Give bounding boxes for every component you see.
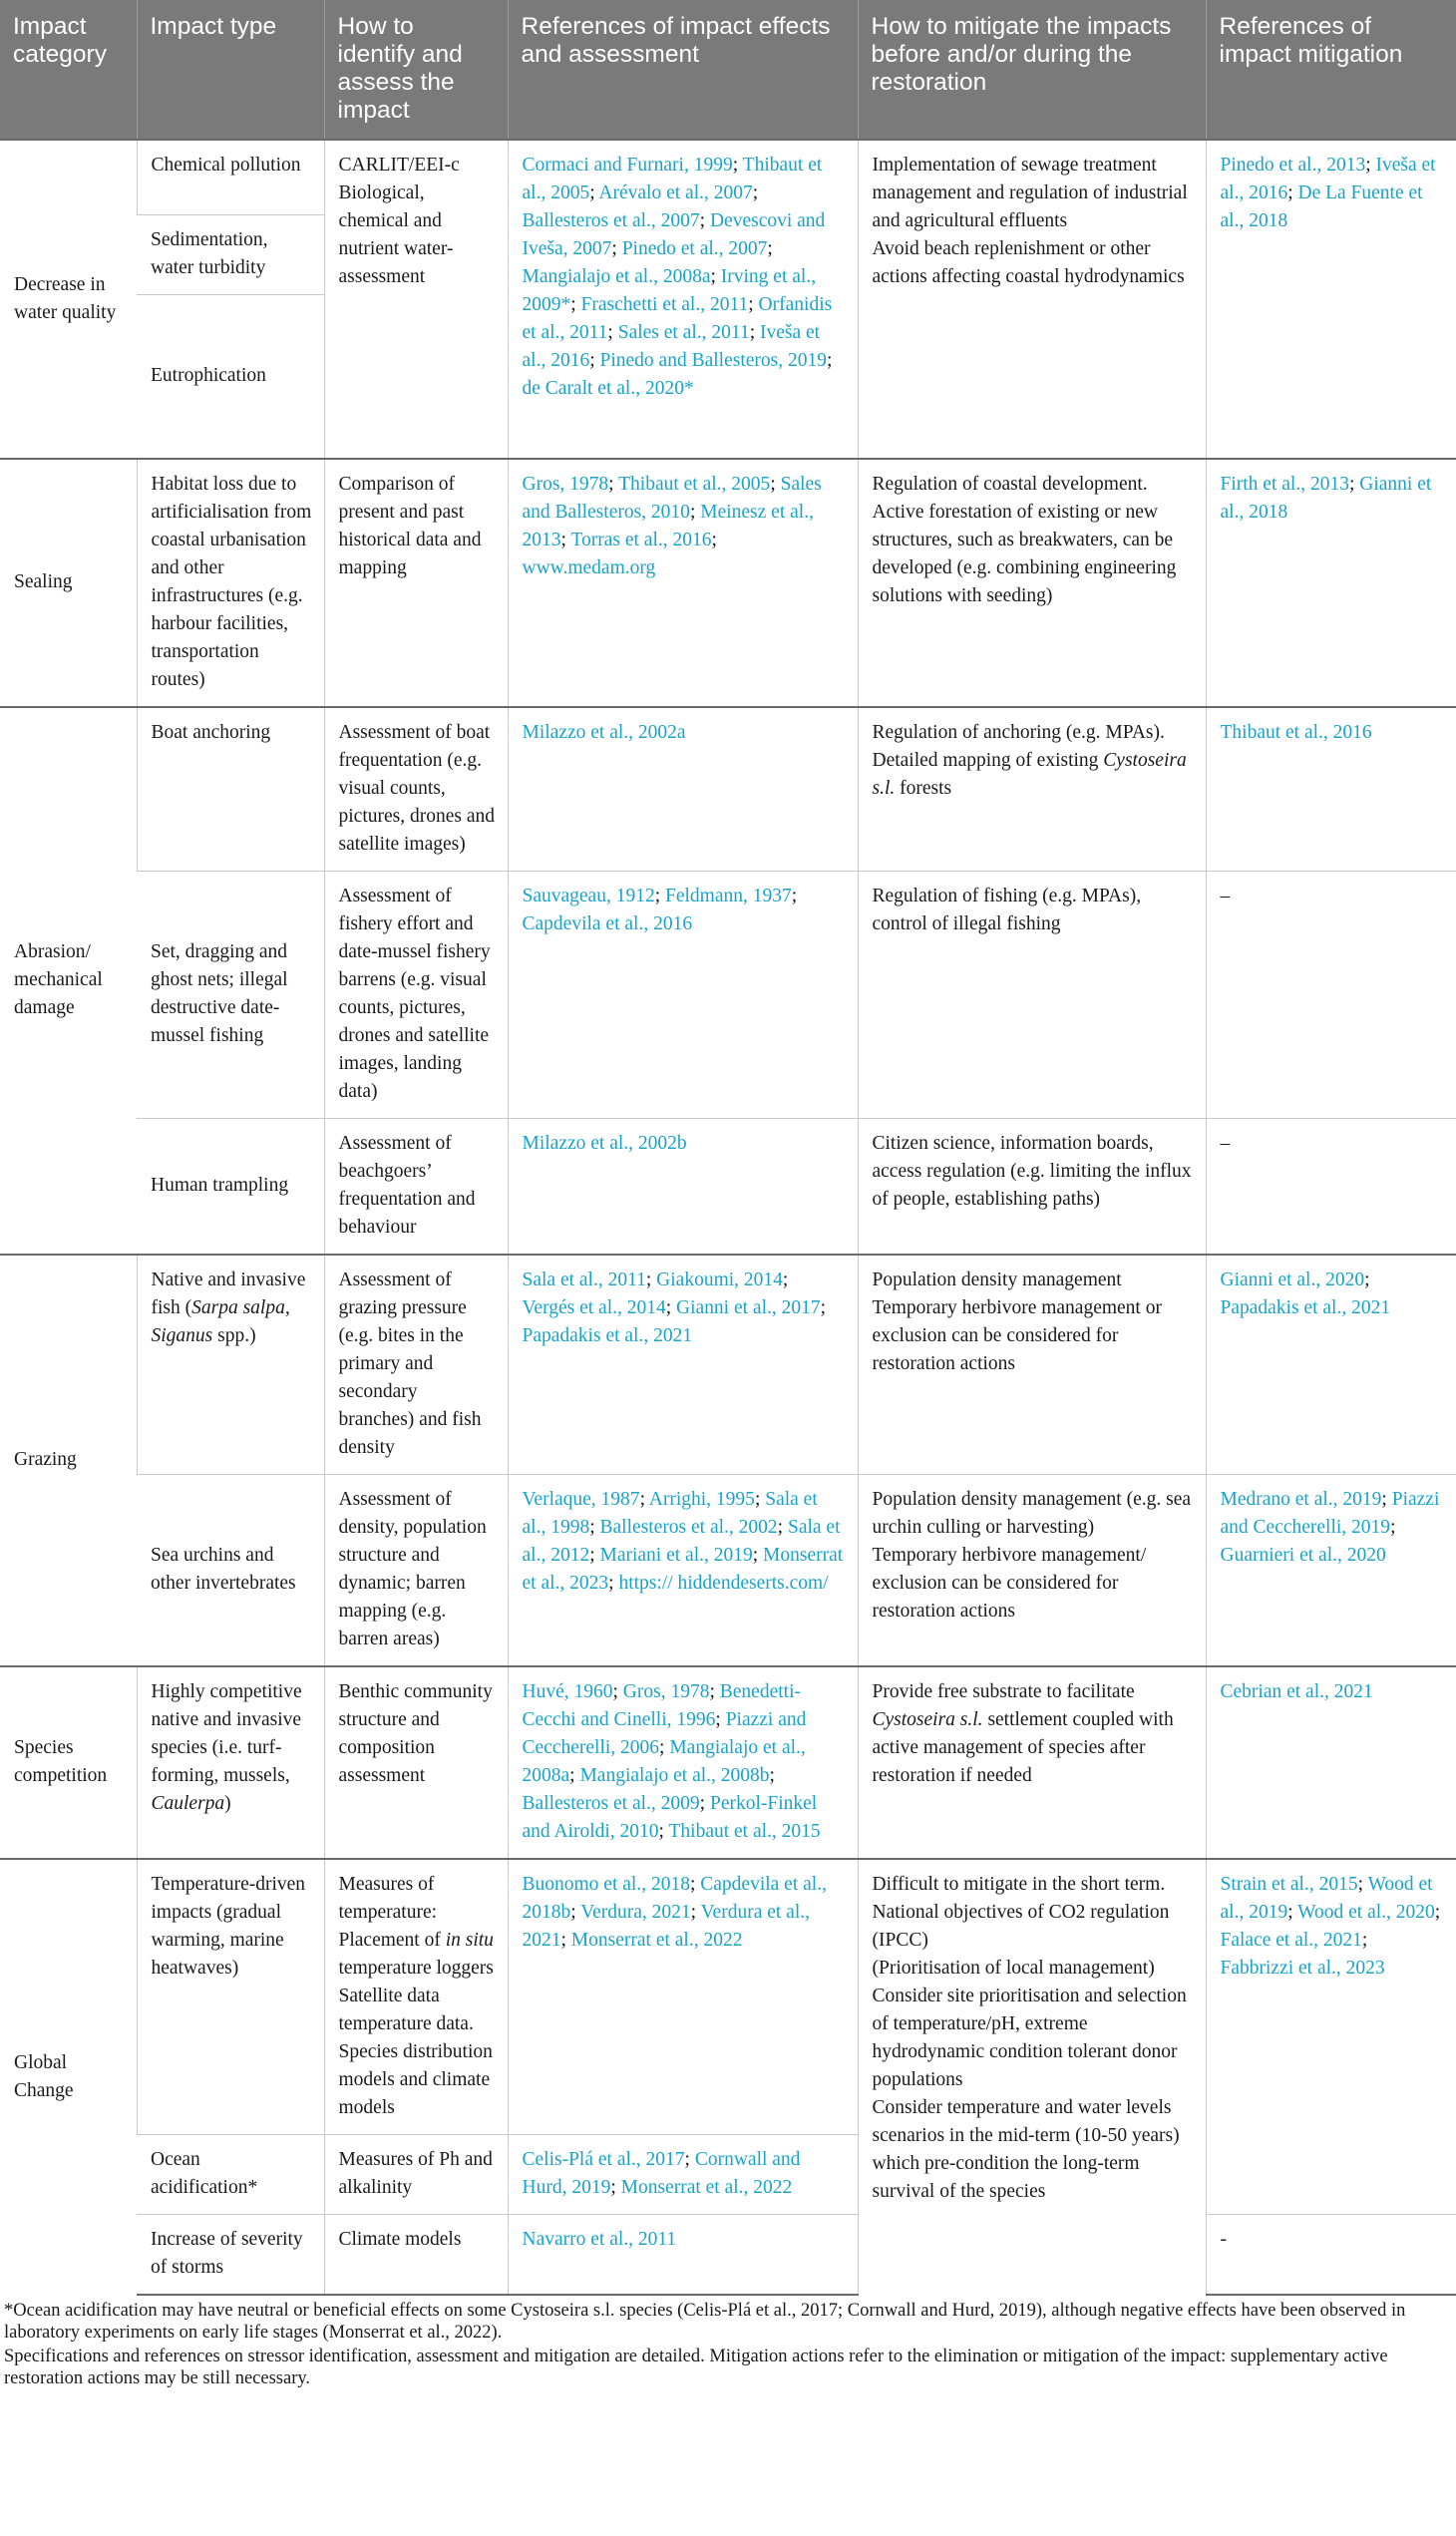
reference-link[interactable]: Papadakis et al., 2021 xyxy=(1220,1297,1391,1318)
reference-list xyxy=(523,1133,687,1154)
reference-link[interactable]: Sales and Ballesteros, 2010 xyxy=(522,474,822,523)
reference-link[interactable]: Sala et al., 2011 xyxy=(522,1269,646,1290)
assess-cell: Assessment of fishery effort and date-mussel fishery barrens (e.g. visual counts, pictures, drones and satellite images, landing data) xyxy=(324,872,508,1119)
impact-type-cell: Set, dragging and ghost nets; illegal destructive date-mussel fishing xyxy=(137,872,324,1119)
reference-list: Huvé, 1960; Gros, 1978; Benedetti-Cecchi and Cinelli, 1996; Piazzi and Ceccherelli, 2006; Mangialajo et al., 2008a; Mangialajo et al., 2008b; Ballesteros et al., 2009; Perkol-Finkel and Airoldi, 2010; Thibaut et al., 2015 xyxy=(522,1681,821,1842)
mitigation-text: Avoid beach replenishment or other actions affecting coastal hydrodynamics xyxy=(872,238,1185,287)
reference-link[interactable]: https:// hiddendeserts.com/ xyxy=(618,1573,829,1594)
reference-link[interactable]: Cebrian et al., 2021 xyxy=(1220,1681,1373,1702)
impact-type-cell: Habitat loss due to artificialisation from coastal urbanisation and other infrastructures (e.g. harbour facilities, transportation routes) xyxy=(137,459,324,707)
reference-link[interactable]: Arrighi, 1995 xyxy=(648,1489,755,1510)
mitigation-cell xyxy=(858,1255,1206,1475)
refs-cell xyxy=(508,459,858,707)
mitigation-text: Consider site prioritisation and selection of temperature/pH, extreme hydrodynamic condition tolerant donor populations xyxy=(872,1986,1187,2090)
assess-cell: Benthic community structure and composition assessment xyxy=(324,1666,508,1859)
reference-link[interactable]: Piazzi and Ceccherelli, 2006 xyxy=(522,1709,807,1758)
mitigation-cell xyxy=(858,140,1206,459)
reference-link[interactable]: Pinedo and Ballesteros, 2019 xyxy=(599,350,827,371)
reference-link[interactable]: Sales et al., 2011 xyxy=(617,322,750,343)
mitigation-cell: Regulation of fishing (e.g. MPAs), control of illegal fishing xyxy=(858,872,1206,1119)
impact-type-cell: Ocean acidification* xyxy=(137,2135,324,2215)
reference-link[interactable]: Falace et al., 2021 xyxy=(1220,1930,1362,1951)
assess-cell: Measures of Ph and alkalinity xyxy=(324,2135,508,2215)
mitigation-cell: Provide free substrate to facilitate Cystoseira s.l. settlement coupled with active management of species after restoration if needed xyxy=(858,1666,1206,1859)
reference-link[interactable]: Ballesteros et al., 2009 xyxy=(522,1793,700,1814)
table-row xyxy=(0,707,1456,872)
reference-list xyxy=(1221,722,1372,743)
reference-link[interactable]: Guarnieri et al., 2020 xyxy=(1220,1545,1386,1566)
mitigation-text: Population density management (e.g. sea urchin culling or harvesting) xyxy=(872,1489,1192,1538)
mitigation-cell xyxy=(858,707,1206,872)
impact-type-cell: Eutrophication xyxy=(137,295,324,460)
reference-list xyxy=(523,722,686,743)
reference-list xyxy=(523,2229,677,2250)
refs-cell xyxy=(508,1475,858,1667)
header-how-to-identify: How to identify and assess the impact xyxy=(324,0,508,140)
reference-list: Firth et al., 2013; Gianni et al., 2018 xyxy=(1220,474,1432,523)
reference-list: Gianni et al., 2020; Papadakis et al., 2021 xyxy=(1220,1269,1391,1318)
table-row xyxy=(0,140,1456,215)
reference-link[interactable]: Benedetti-Cecchi and Cinelli, 1996 xyxy=(522,1681,801,1730)
table-row xyxy=(0,1666,1456,1859)
assess-cell: CARLIT/EEI-c Biological, chemical and nutrient water-assessment xyxy=(324,140,508,459)
mitigation-refs-cell xyxy=(1206,140,1456,459)
category-cell: Grazing xyxy=(0,1255,137,1666)
assess-cell: Assessment of density, population structure and dynamic; barren mapping (e.g. barren areas) xyxy=(324,1475,508,1667)
table-row xyxy=(0,1255,1456,1475)
mitigation-text: Active forestation of existing or new structures, such as breakwaters, can be developed (e.g. combining engineering solutions with seeding) xyxy=(872,502,1177,606)
reference-link[interactable]: Fraschetti et al., 2011 xyxy=(580,294,749,315)
reference-link[interactable]: Orfanidis et al., 2011 xyxy=(522,294,833,343)
reference-link[interactable]: Sauvageau, 1912 xyxy=(522,886,655,906)
reference-link[interactable]: Irving et al., 2009* xyxy=(522,266,817,315)
reference-link[interactable]: Vergés et al., 2014 xyxy=(522,1297,666,1318)
impact-type-cell: Human trampling xyxy=(137,1119,324,1256)
reference-list: Sauvageau, 1912; Feldmann, 1937; Capdevila et al., 2016 xyxy=(522,886,798,934)
reference-link[interactable]: Fabbrizzi et al., 2023 xyxy=(1220,1958,1385,1979)
header-references-mitigation: References of impact mitigation xyxy=(1206,0,1456,140)
reference-link[interactable]: Sala et al., 2012 xyxy=(522,1517,841,1566)
reference-link[interactable]: Ballesteros et al., 2007 xyxy=(522,210,700,231)
reference-link[interactable]: Monserrat et al., 2022 xyxy=(620,2177,793,2198)
refs-cell xyxy=(508,1119,858,1256)
reference-link[interactable]: Mangialajo et al., 2008a xyxy=(522,266,711,287)
mitigation-refs-cell xyxy=(1206,459,1456,707)
reference-link[interactable]: Verdura, 2021 xyxy=(580,1902,691,1923)
reference-link[interactable]: Wood et al., 2020 xyxy=(1297,1902,1435,1923)
reference-list: Buonomo et al., 2018; Capdevila et al., 2018b; Verdura, 2021; Verdura et al., 2021; Monserrat et al., 2022 xyxy=(522,1874,827,1951)
mitigation-text: Population density management xyxy=(872,1269,1122,1290)
impact-type-cell: Chemical pollution xyxy=(137,140,324,215)
reference-link[interactable]: Piazzi and Ceccherelli, 2019 xyxy=(1220,1489,1440,1538)
mitigation-cell: Citizen science, information boards, access regulation (e.g. limiting the influx of people, establishing paths) xyxy=(858,1119,1206,1256)
assess-cell: Assessment of beachgoers’ frequentation and behaviour xyxy=(324,1119,508,1256)
reference-link[interactable]: Perkol-Finkel and Airoldi, 2010 xyxy=(522,1793,818,1842)
impact-type-cell: Native and invasive fish (Sarpa salpa, Siganus spp.) xyxy=(137,1255,324,1475)
reference-link[interactable]: Buonomo et al., 2018 xyxy=(522,1874,690,1895)
reference-link[interactable]: Cormaci and Furnari, 1999 xyxy=(522,155,733,176)
reference-link[interactable]: Devescovi and Iveša, 2007 xyxy=(522,210,826,259)
reference-link[interactable]: De La Fuente et al., 2018 xyxy=(1220,182,1423,231)
category-cell: Global Change xyxy=(0,1859,137,2295)
reference-link[interactable]: Milazzo et al., 2002b xyxy=(522,1133,687,1154)
reference-link[interactable]: Capdevila et al., 2018b xyxy=(522,1874,827,1923)
refs-cell xyxy=(508,2135,858,2215)
mitigation-text: Temporary herbivore management/ exclusion can be considered for restoration actions xyxy=(872,1545,1147,1622)
category-cell: Decrease in water quality xyxy=(0,140,137,459)
reference-link[interactable]: Thibaut et al., 2016 xyxy=(1220,722,1372,743)
table-row xyxy=(0,872,1456,1119)
mitigation-refs-cell xyxy=(1206,1475,1456,1667)
reference-list: Verlaque, 1987; Arrighi, 1995; Sala et al., 1998; Ballesteros et al., 2002; Sala et al., 2012; Mariani et al., 2019; Monserrat et al., 2023; https:// hiddendeserts.com/ xyxy=(522,1489,844,1594)
refs-cell xyxy=(508,1666,858,1859)
reference-list: Sala et al., 2011; Giakoumi, 2014; Vergés et al., 2014; Gianni et al., 2017; Papadakis et al., 2021 xyxy=(522,1269,827,1346)
impact-type-cell: Sea urchins and other invertebrates xyxy=(137,1475,324,1667)
assess-cell: Measures of temperature: Placement of in situ temperature loggers Satellite data temperature data. Species distribution models and climate models xyxy=(324,1859,508,2135)
reference-link[interactable]: Medrano et al., 2019 xyxy=(1220,1489,1382,1510)
reference-link[interactable]: Mangialajo et al., 2008a xyxy=(522,1737,806,1786)
reference-link[interactable]: Huvé, 1960 xyxy=(522,1681,613,1702)
refs-cell xyxy=(508,2215,858,2296)
refs-cell xyxy=(508,140,858,459)
reference-link[interactable]: Gros, 1978 xyxy=(522,474,609,495)
mitigation-refs-cell: - xyxy=(1206,2215,1456,2296)
reference-link[interactable]: Verdura et al., 2021 xyxy=(522,1902,810,1951)
category-cell: Abrasion/ mechanical damage xyxy=(0,707,137,1255)
mitigation-refs-cell xyxy=(1206,1859,1456,2215)
reference-link[interactable]: Celis-Plá et al., 2017 xyxy=(522,2149,685,2170)
mitigation-cell xyxy=(858,459,1206,707)
table-row xyxy=(0,1475,1456,1667)
reference-link[interactable]: Sala et al., 1998 xyxy=(522,1489,818,1538)
table-footnotes xyxy=(0,2300,1456,2391)
reference-link[interactable]: Monserrat et al., 2022 xyxy=(570,1930,743,1951)
header-references-effects: References of impact effects and assessment xyxy=(508,0,858,140)
reference-list: Gros, 1978; Thibaut et al., 2005; Sales and Ballesteros, 2010; Meinesz et al., 2013; Torras et al., 2016; www.medam.org xyxy=(522,474,822,578)
impact-type-cell: Increase of severity of storms xyxy=(137,2215,324,2296)
reference-list: Celis-Plá et al., 2017; Cornwall and Hurd, 2019; Monserrat et al., 2022 xyxy=(522,2149,801,2198)
reference-list: Medrano et al., 2019; Piazzi and Ceccherelli, 2019; Guarnieri et al., 2020 xyxy=(1220,1489,1440,1566)
category-cell: Sealing xyxy=(0,459,137,707)
reference-link[interactable]: Thibaut et al., 2005 xyxy=(618,474,771,495)
mitigation-text: Implementation of sewage treatment management and regulation of industrial and agricultural effluents xyxy=(872,155,1188,231)
mitigation-text: Difficult to mitigate in the short term. xyxy=(872,1874,1166,1895)
reference-link[interactable]: Feldmann, 1937 xyxy=(665,886,792,906)
reference-link[interactable]: Thibaut et al., 2005 xyxy=(522,155,823,203)
assess-cell: Climate models xyxy=(324,2215,508,2296)
reference-link[interactable]: Milazzo et al., 2002a xyxy=(522,722,686,743)
mitigation-text: National objectives of CO2 regulation (IPCC) xyxy=(872,1902,1170,1951)
reference-link[interactable]: Wood et al., 2019 xyxy=(1220,1874,1433,1923)
impact-type-cell: Temperature-driven impacts (gradual warming, marine heatwaves) xyxy=(137,1859,324,2135)
reference-link[interactable]: Pinedo et al., 2007 xyxy=(621,238,768,259)
reference-link[interactable]: Capdevila et al., 2016 xyxy=(522,913,693,934)
assess-cell: Comparison of present and past historical data and mapping xyxy=(324,459,508,707)
impact-type-cell: Sedimentation, water turbidity xyxy=(137,215,324,295)
reference-link[interactable]: Gros, 1978 xyxy=(622,1681,710,1702)
footnote-acidification: *Ocean acidification may have neutral or beneficial effects on some Cystoseira s.l. species (Celis-Plá et al., 2017; Cornwall and Hurd, 2019), although negative effects have been observed in laboratory experiments on early life stages (Monserrat et al., 2022). xyxy=(4,2301,1406,2343)
reference-link[interactable]: Verlaque, 1987 xyxy=(522,1489,640,1510)
assess-cell: Assessment of boat frequentation (e.g. visual counts, pictures, drones and satellite images) xyxy=(324,707,508,872)
reference-link[interactable]: Firth et al., 2013 xyxy=(1220,474,1349,495)
header-row xyxy=(0,0,1456,140)
mitigation-refs-cell xyxy=(1206,707,1456,872)
refs-cell xyxy=(508,707,858,872)
category-cell: Species competition xyxy=(0,1666,137,1859)
reference-link[interactable]: Ballesteros et al., 2002 xyxy=(599,1517,778,1538)
reference-link[interactable]: Meinesz et al., 2013 xyxy=(522,502,814,550)
impact-type-cell: Boat anchoring xyxy=(137,707,324,872)
impact-type-cell: Highly competitive native and invasive species (i.e. turf-forming, mussels, Caulerpa) xyxy=(137,1666,324,1859)
reference-link[interactable]: Papadakis et al., 2021 xyxy=(522,1325,693,1346)
reference-link[interactable]: Iveša et al., 2016 xyxy=(1220,155,1436,203)
reference-link[interactable]: Monserrat et al., 2023 xyxy=(522,1545,844,1594)
reference-link[interactable]: Gianni et al., 2017 xyxy=(676,1297,821,1318)
reference-link[interactable]: Iveša et al., 2016 xyxy=(522,322,821,371)
mitigation-text: Temporary herbivore management or exclusion can be considered for restoration actions xyxy=(872,1297,1162,1374)
reference-link[interactable]: Arévalo et al., 2007 xyxy=(598,182,753,203)
reference-list: Pinedo et al., 2013; Iveša et al., 2016; De La Fuente et al., 2018 xyxy=(1220,155,1436,231)
mitigation-text: Regulation of coastal development. xyxy=(872,474,1148,495)
mitigation-text: (Prioritisation of local management) xyxy=(872,1958,1155,1979)
reference-link[interactable]: Mariani et al., 2019 xyxy=(599,1545,753,1566)
mitigation-text: Consider temperature and water levels scenarios in the mid-term (10-50 years) which pre-condition the long-term survival of the species xyxy=(872,2097,1180,2202)
reference-link[interactable]: Torras et al., 2016 xyxy=(570,530,712,550)
reference-list xyxy=(1221,1681,1373,1702)
refs-cell xyxy=(508,1255,858,1475)
mitigation-text: Regulation of anchoring (e.g. MPAs). xyxy=(872,722,1165,743)
reference-link[interactable]: Strain et al., 2015 xyxy=(1220,1874,1358,1895)
header-how-to-mitigate: How to mitigate the impacts before and/or during the restoration xyxy=(858,0,1206,140)
mitigation-text: Detailed mapping of existing Cystoseira s.l. forests xyxy=(872,750,1187,799)
mitigation-refs-cell xyxy=(1206,1666,1456,1859)
footnote-specifications: Specifications and references on stressor identification, assessment and mitigation are detailed. Mitigation actions refer to the elimination or mitigation of the impact: supplementary active restoration actions may be still necessary. xyxy=(4,2347,1388,2388)
refs-cell xyxy=(508,1859,858,2135)
reference-link[interactable]: Gianni et al., 2020 xyxy=(1220,1269,1365,1290)
mitigation-refs-cell: – xyxy=(1206,872,1456,1119)
reference-list: Cormaci and Furnari, 1999; Thibaut et al., 2005; Arévalo et al., 2007; Ballesteros et al., 2007; Devescovi and Iveša, 2007; Pinedo et al., 2007; Mangialajo et al., 2008a; Irving et al., 2009*; Fraschetti et al., 2011; Orfanidis et al., 2011; Sales et al., 2011; Iveša et al., 2016; Pinedo and Ballesteros, 2019; de Caralt et al., 2020* xyxy=(522,155,833,399)
table-row xyxy=(0,1119,1456,1256)
mitigation-refs-cell: – xyxy=(1206,1119,1456,1256)
reference-link[interactable]: Gianni et al., 2018 xyxy=(1220,474,1432,523)
header-impact-category: Impact category xyxy=(0,0,137,140)
reference-link[interactable]: www.medam.org xyxy=(522,557,656,578)
table-row xyxy=(0,1859,1456,2135)
reference-link[interactable]: Pinedo et al., 2013 xyxy=(1220,155,1366,176)
reference-link[interactable]: Cornwall and Hurd, 2019 xyxy=(522,2149,801,2198)
mitigation-refs-cell xyxy=(1206,1255,1456,1475)
reference-list: Strain et al., 2015; Wood et al., 2019; Wood et al., 2020; Falace et al., 2021; Fabbrizzi et al., 2023 xyxy=(1220,1874,1441,1979)
reference-link[interactable]: Mangialajo et al., 2008b xyxy=(579,1765,770,1786)
refs-cell xyxy=(508,872,858,1119)
reference-link[interactable]: de Caralt et al., 2020* xyxy=(522,378,694,399)
reference-link[interactable]: Giakoumi, 2014 xyxy=(656,1269,783,1290)
mitigation-cell xyxy=(858,1475,1206,1667)
table-row xyxy=(0,459,1456,707)
reference-link[interactable]: Navarro et al., 2011 xyxy=(522,2229,677,2250)
reference-link[interactable]: Thibaut et al., 2015 xyxy=(668,1821,821,1842)
assess-cell: Assessment of grazing pressure (e.g. bites in the primary and secondary branches) and fish density xyxy=(324,1255,508,1475)
table-row xyxy=(0,2215,1456,2296)
mitigation-cell xyxy=(858,1859,1206,2295)
header-impact-type: Impact type xyxy=(137,0,324,140)
